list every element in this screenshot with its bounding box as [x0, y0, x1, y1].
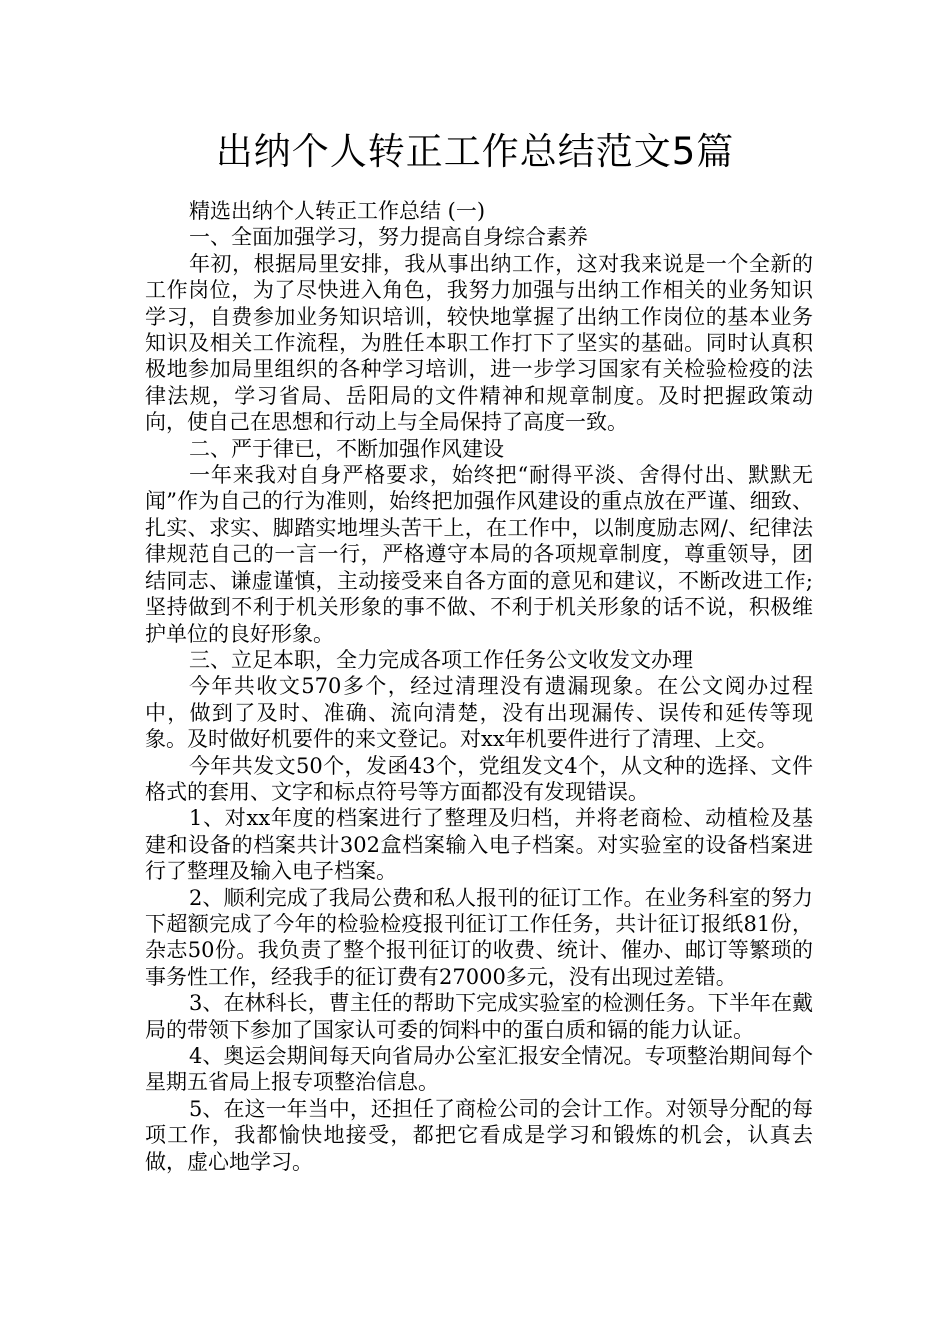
paragraph-section-heading: 精选出纳个人转正工作总结 (一)	[189, 199, 486, 223]
paragraph-heading-2: 二、严于律已，不断加强作风建设	[189, 436, 504, 461]
paragraph-list-item-5: 5、在这一年当中，还担任了商检公司的会计工作。对领导分配的每项工作，我都愉快地接受，都把它看成是学习和锻炼的机会，认真去做，虚心地学习。	[145, 1096, 813, 1174]
paragraph-list-item-1: 1、对xx年度的档案进行了整理及归档，并将老商检、动植检及基建和设备的档案共计302盒档案输入电子档案。对实验室的设备档案进行了整理及输入电子档案。	[145, 806, 813, 884]
document-title: 出纳个人转正工作总结范文5篇	[215, 130, 735, 173]
paragraph-heading-1: 一、全面加强学习，努力提高自身综合素养	[189, 225, 588, 250]
paragraph-body: 年初，根据局里安排，我从事出纳工作，这对我来说是一个全新的工作岗位，为了尽快进入角色，我努力加强与出纳工作相关的业务知识学习，自费参加业务知识培训，较快地掌握了出纳工作岗位的基本业务知识及相关工作流程，为胜任本职工作打下了坚实的基础。同时认真积极地参加局里组织的各种学习培训，进一步学习国家有关检验检疫的法律法规，学习省局、岳阳局的文件精神和规章制度。及时把握政策动向，使自己在思想和行动上与全局保持了高度一致。	[145, 251, 813, 435]
paragraph-heading-3: 三、立足本职，全力完成各项工作任务公文收发文办理	[189, 647, 693, 672]
paragraph-body: 今年共收文570多个，经过清理没有遗漏现象。在公文阅办过程中，做到了及时、准确、流向清楚，没有出现漏传、误传和延传等现象。及时做好机要件的来文登记。对xx年机要件进行了清理、上交。	[145, 674, 813, 752]
paragraph-list-item-4: 4、奥运会期间每天向省局办公室汇报安全情况。专项整治期间每个星期五省局上报专项整治信息。	[145, 1044, 813, 1095]
paragraph-list-item-3: 3、在林科长，曹主任的帮助下完成实验室的检测任务。下半年在戴局的带领下参加了国家认可委的饲料中的蛋白质和镉的能力认证。	[145, 991, 813, 1042]
document-body	[145, 198, 813, 1175]
paragraph-list-item-2: 2、顺利完成了我局公费和私人报刊的征订工作。在业务科室的努力下超额完成了今年的检验检疫报刊征订工作任务，共计征订报纸81份，杂志50份。我负责了整个报刊征订的收费、统计、催办、邮订等繁琐的事务性工作，经我手的征订费有27000多元，没有出现过差错。	[145, 885, 813, 989]
paragraph-body: 今年共发文50个，发函43个，党组发文4个，从文种的选择、文件格式的套用、文字和标点符号等方面都没有发现错误。	[145, 753, 813, 804]
paragraph-body: 一年来我对自身严格要求，始终把“耐得平淡、舍得付出、默默无闻”作为自己的行为准则，始终把加强作风建设的重点放在严谨、细致、扎实、求实、脚踏实地埋头苦干上，在工作中，以制度励志网/、纪律法律规范自己的一言一行，严格遵守本局的各项规章制度，尊重领导，团结同志、谦虚谨慎，主动接受来自各方面的意见和建议，不断改进工作;坚持做到不利于机关形象的事不做、不利于机关形象的话不说，积极维护单位的良好形象。	[145, 463, 813, 646]
